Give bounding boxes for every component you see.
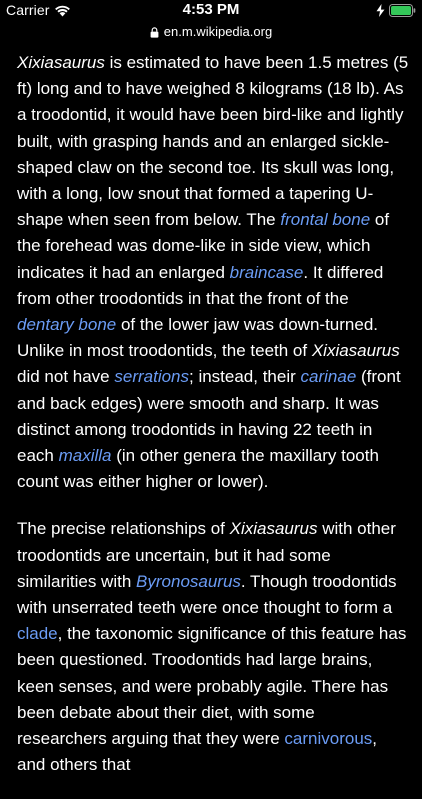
link-clade[interactable]: clade — [17, 624, 58, 644]
paragraph-text: did not have — [17, 367, 115, 387]
article-content — [17, 50, 409, 799]
status-time: 4:53 PM — [182, 1, 240, 18]
article-paragraph-1 — [17, 50, 409, 495]
status-bar — [0, 0, 422, 20]
url-domain: en.m.wikipedia.org — [163, 23, 273, 39]
address-bar[interactable] — [0, 20, 422, 42]
paragraph-text: with other troodontids are uncertain, but it had some similarities with — [17, 519, 396, 591]
taxon-name: Xixiasaurus — [229, 519, 318, 539]
link-byronosaurus[interactable]: Byronosaurus — [136, 571, 241, 591]
paragraph-text: The precise relationships of — [17, 519, 230, 539]
paragraph-text: ; instead, their — [189, 367, 301, 387]
link-carinae[interactable]: carinae — [300, 367, 357, 387]
paragraph-text: of the lower jaw was down-turned. Unlike in most troodontids, the teeth of — [17, 315, 378, 361]
paragraph-text: (in other genera the maxillary tooth count was either higher or lower). — [17, 446, 379, 492]
link-braincase[interactable]: braincase — [229, 262, 304, 282]
link-serrations[interactable]: serrations — [114, 367, 189, 387]
paragraph-text: , the taxonomic significance of this feature has been questioned. Troodontids had large brains, keen senses, and were probably agile. There has been debate about their diet, with some researchers arguing that they were — [17, 624, 407, 749]
lock-icon — [150, 26, 159, 37]
paragraph-text: . It differed from other troodontids in that the front of the — [17, 262, 384, 308]
article-paragraph-2 — [17, 516, 409, 778]
charging-bolt-icon — [376, 4, 385, 17]
link-frontal-bone[interactable]: frontal bone — [280, 210, 371, 230]
battery-icon — [389, 4, 416, 17]
paragraph-text: is estimated to have been 1.5 metres (5 ft) long and to have weighed 8 kilograms (18 lb). As a troodontid, it would have been bird-like and lightly built, with grasping hands and an enlarged sickle-shaped claw on the second toe. Its skull was long, with a long, low snout that formed a tapering U-shape when seen from below. The — [17, 53, 409, 230]
link-carnivorous[interactable]: carnivorous — [284, 729, 373, 749]
paragraph-text: of the forehead was dome-like in side view, which indicates it had an enlarged — [17, 210, 390, 282]
link-maxilla[interactable]: maxilla — [58, 446, 112, 466]
battery-group — [376, 4, 416, 17]
paragraph-text: (front and back edges) were smooth and sharp. It was distinct among troodontids in having 22 teeth in each — [17, 367, 401, 466]
paragraph-text: , and others that — [17, 729, 378, 775]
taxon-name: Xixiasaurus — [311, 341, 400, 361]
paragraph-text: . Though troodontids with unserrated teeth were once thought to form a — [17, 571, 397, 618]
carrier-label: Carrier — [6, 2, 50, 18]
taxon-name: Xixiasaurus — [17, 53, 105, 72]
link-dentary-bone[interactable]: dentary bone — [17, 315, 117, 335]
